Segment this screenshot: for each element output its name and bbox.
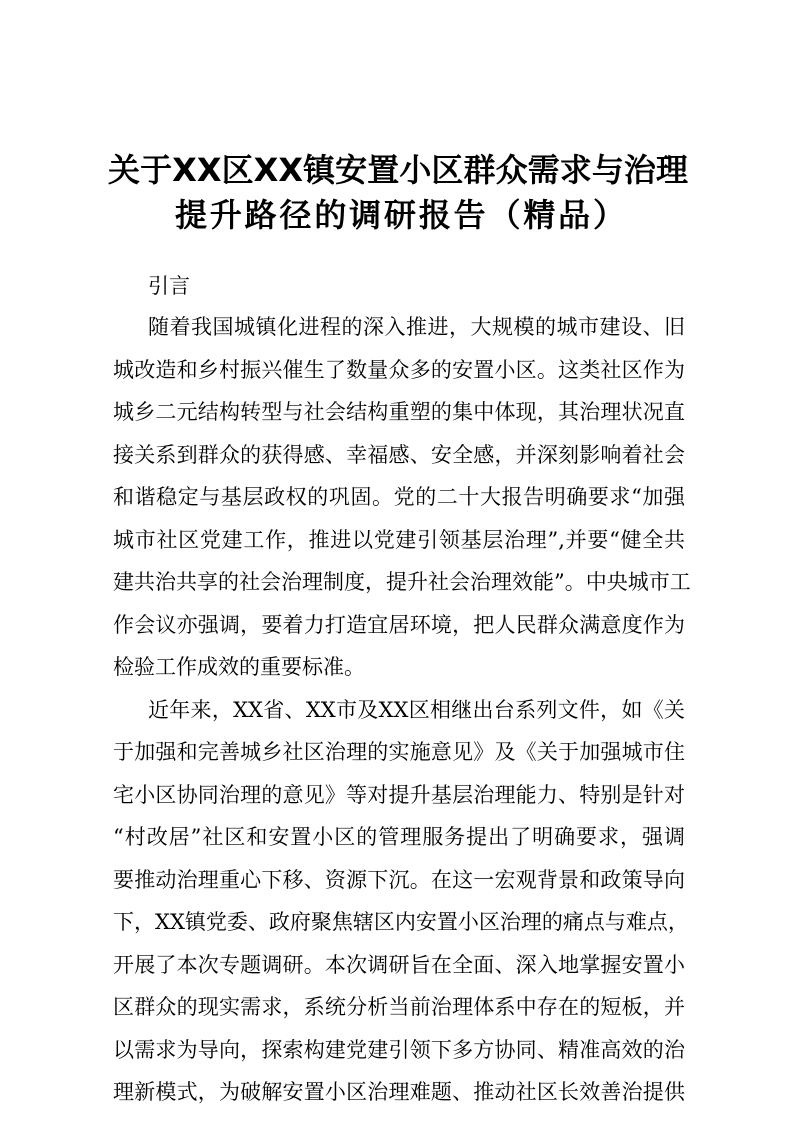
paragraph-line: 建共治共享的社会治理制度，提升社会治理效能”。中央城市工 xyxy=(113,570,691,594)
paragraph-line: 和谐稳定与基层政权的巩固。党的二十大报告明确要求“加强 xyxy=(113,485,685,509)
paragraph-line: 要推动治理重心下移、资源下沉。在这一宏观背景和政策导向 xyxy=(113,867,685,892)
paragraph-line: 于加强和完善城乡社区治理的实施意见》及《关于加强城市住 xyxy=(113,740,685,764)
paragraph-line: 开展了本次专题调研。本次调研旨在全面、深入地掌握安置小 xyxy=(113,952,685,977)
document-title-line-1: 关于XX区XX镇安置小区群众需求与治理 xyxy=(108,151,688,189)
paragraph-line: 城市社区党建工作，推进以党建引领基层治理”,并要“健全共 xyxy=(113,527,685,552)
section-heading: 引言 xyxy=(148,274,190,298)
paragraph-line: 检验工作成效的重要标准。 xyxy=(113,655,365,679)
paragraph-line: 区群众的现实需求，系统分析当前治理体系中存在的短板，并 xyxy=(113,995,685,1019)
paragraph-line: 以需求为导向，探索构建党建引领下多方协同、精准高效的治 xyxy=(113,1037,685,1062)
paragraph-line: 下，XX镇党委、政府聚焦辖区内安置小区治理的痛点与难点， xyxy=(113,910,689,934)
paragraph-line: 宅小区协同治理的意见》等对提升基层治理能力、特别是针对 xyxy=(113,782,685,807)
document-title-line-2: 提升路径的调研报告（精品） xyxy=(175,196,625,234)
paragraph-line: 接关系到群众的获得感、幸福感、安全感，并深刻影响着社会 xyxy=(113,442,685,467)
paragraph-line: 城改造和乡村振兴催生了数量众多的安置小区。这类社区作为 xyxy=(113,357,685,382)
paragraph-line: “村改居”社区和安置小区的管理服务提出了明确要求，强调 xyxy=(113,825,685,849)
paragraph-line: 城乡二元结构转型与社会结构重塑的集中体现，其治理状况直 xyxy=(113,400,685,424)
paragraph-line: 随着我国城镇化进程的深入推进，大规模的城市建设、旧 xyxy=(148,315,685,339)
document-body xyxy=(113,313,691,1121)
paragraph-line: 近年来，XX省、XX市及XX区相继出台系列文件，如《关 xyxy=(148,697,685,722)
paragraph-line: 理新模式，为破解安置小区治理难题、推动社区长效善治提供 xyxy=(113,1080,685,1104)
paragraph-line: 作会议亦强调，要着力打造宜居环境，把人民群众满意度作为 xyxy=(113,612,685,637)
